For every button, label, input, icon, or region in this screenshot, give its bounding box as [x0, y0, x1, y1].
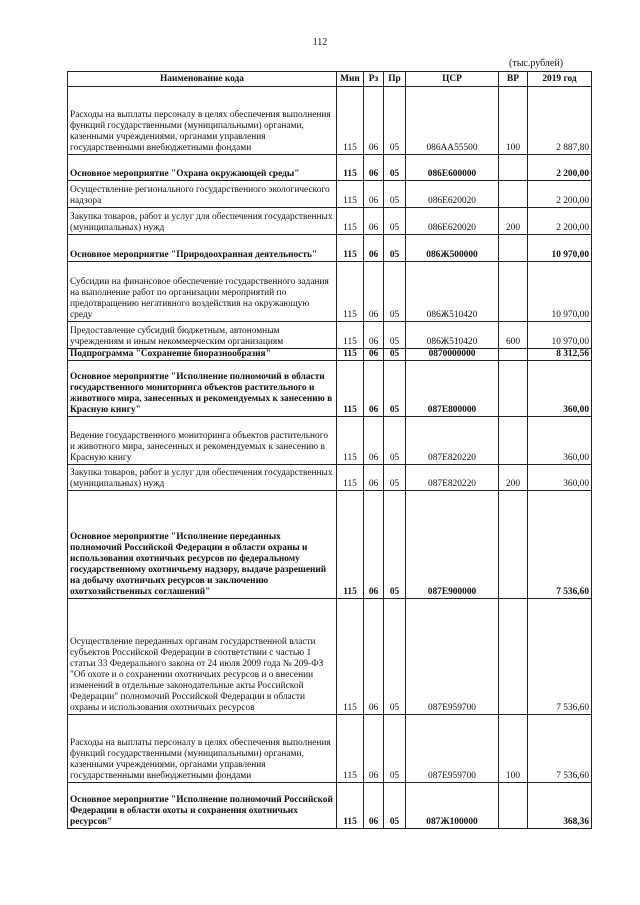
cell-min: 115: [337, 322, 364, 349]
cell-pr: 05: [384, 715, 406, 783]
cell-name: Осуществление переданных органам государственной власти субъектов Российской Федерации в соответствии с частью 1 статьи 33 Федерального закона от 24 июля 2009 года № 209-ФЗ "Об охоте и о сохранении охотничьих ресурсов и о внесении изменений в отдельные законодательные акты Российской Федерации" полномочий Российской Федерации в области охраны и использования охотничьих ресурсов: [68, 599, 337, 715]
cell-amount: 8 312,56: [528, 349, 592, 361]
cell-pr: 05: [384, 322, 406, 349]
cell-amount: 368,36: [528, 783, 592, 829]
cell-csr: 087Е900000: [406, 491, 499, 599]
cell-rz: 06: [364, 361, 384, 417]
cell-min: 115: [337, 87, 364, 155]
header-vr: ВР: [499, 72, 528, 87]
cell-vr: [499, 491, 528, 599]
cell-vr: [499, 262, 528, 322]
cell-amount: 2 887,80: [528, 87, 592, 155]
header-min: Мин: [337, 72, 364, 87]
cell-min: 115: [337, 715, 364, 783]
cell-amount: 360,00: [528, 361, 592, 417]
cell-min: 115: [337, 181, 364, 208]
cell-vr: 100: [499, 87, 528, 155]
cell-min: 115: [337, 599, 364, 715]
table-row: [68, 417, 592, 465]
cell-rz: 06: [364, 417, 384, 465]
cell-rz: 06: [364, 181, 384, 208]
cell-amount: 10 970,00: [528, 322, 592, 349]
budget-table: [67, 71, 592, 829]
table-row: [68, 361, 592, 417]
cell-vr: 200: [499, 208, 528, 235]
cell-pr: 05: [384, 465, 406, 491]
cell-csr: 087Е959700: [406, 599, 499, 715]
cell-rz: 06: [364, 599, 384, 715]
cell-min: 115: [337, 155, 364, 181]
cell-name: Основное мероприятие "Исполнение переданных полномочий Российской Федерации в области охраны и использования охотничьих ресурсов по федеральному государственному охотничьему надзору, выдаче разрешений на добычу охотничьих ресурсов и заключению охотхозяйственных соглашений": [68, 491, 337, 599]
table-row: [68, 349, 592, 361]
cell-pr: 05: [384, 235, 406, 262]
cell-csr: 086Ж510420: [406, 322, 499, 349]
cell-csr: 086Ж510420: [406, 262, 499, 322]
cell-vr: [499, 417, 528, 465]
cell-name: Подпрограмма "Сохранение биоразнообразия": [68, 349, 337, 361]
cell-csr: 086Ж500000: [406, 235, 499, 262]
table-row: [68, 208, 592, 235]
cell-name: Основное мероприятие "Охрана окружающей среды": [68, 155, 337, 181]
table-row: [68, 87, 592, 155]
header-name: Наименование кода: [68, 72, 337, 87]
cell-rz: 06: [364, 262, 384, 322]
cell-min: 115: [337, 361, 364, 417]
cell-pr: 05: [384, 783, 406, 829]
cell-name: Ведение государственного мониторинга объектов растительного и животного мира, занесенных и рекомендуемых к занесению в Красную книгу: [68, 417, 337, 465]
cell-pr: 05: [384, 361, 406, 417]
table-row: [68, 783, 592, 829]
cell-name: Расходы на выплаты персоналу в целях обеспечения выполнения функций государственными (муниципальными) органами, казенными учреждениями, органами управления государственными внебюджетными фондами: [68, 715, 337, 783]
table-header-row: [68, 72, 592, 87]
cell-name: Субсидии на финансовое обеспечение государственного задания на выполнение работ по организации мероприятий по предотвращению негативного воздействия на окружающую среду: [68, 262, 337, 322]
cell-rz: 06: [364, 208, 384, 235]
cell-rz: 06: [364, 87, 384, 155]
cell-amount: 2 200,00: [528, 208, 592, 235]
cell-rz: 06: [364, 235, 384, 262]
table-row: [68, 599, 592, 715]
cell-amount: 7 536,60: [528, 599, 592, 715]
table-row: [68, 491, 592, 599]
cell-amount: 2 200,00: [528, 181, 592, 208]
cell-min: 115: [337, 783, 364, 829]
cell-rz: 06: [364, 715, 384, 783]
units-label: (тыс.рублей): [509, 58, 564, 69]
cell-amount: 7 536,60: [528, 491, 592, 599]
cell-amount: 360,00: [528, 417, 592, 465]
table-body: [68, 87, 592, 829]
cell-vr: 100: [499, 715, 528, 783]
cell-csr: 086АА55500: [406, 87, 499, 155]
cell-amount: 360,00: [528, 465, 592, 491]
cell-csr: 087Е959700: [406, 715, 499, 783]
cell-csr: 086Е620020: [406, 181, 499, 208]
cell-min: 115: [337, 349, 364, 361]
cell-csr: 087Е800000: [406, 361, 499, 417]
cell-name: Основное мероприятие "Исполнение полномочий в области государственного мониторинга объектов растительного и животного мира, занесенных и рекомендуемых к занесению в Красную книгу": [68, 361, 337, 417]
cell-pr: 05: [384, 262, 406, 322]
header-pr: Пр: [384, 72, 406, 87]
cell-csr: 0870000000: [406, 349, 499, 361]
cell-name: Закупка товаров, работ и услуг для обеспечения государственных (муниципальных) нужд: [68, 465, 337, 491]
cell-amount: 10 970,00: [528, 235, 592, 262]
cell-csr: 087Е820220: [406, 417, 499, 465]
cell-min: 115: [337, 465, 364, 491]
cell-pr: 05: [384, 491, 406, 599]
table-row: [68, 235, 592, 262]
cell-min: 115: [337, 262, 364, 322]
cell-name: Основное мероприятие "Природоохранная деятельность": [68, 235, 337, 262]
cell-rz: 06: [364, 465, 384, 491]
cell-pr: 05: [384, 349, 406, 361]
cell-name: Закупка товаров, работ и услуг для обеспечения государственных (муниципальных) нужд: [68, 208, 337, 235]
table-row: [68, 262, 592, 322]
header-rz: Рз: [364, 72, 384, 87]
cell-name: Осуществление регионального государственного экологического надзора: [68, 181, 337, 208]
cell-vr: [499, 349, 528, 361]
cell-pr: 05: [384, 181, 406, 208]
cell-min: 115: [337, 208, 364, 235]
cell-csr: 086Е620020: [406, 208, 499, 235]
cell-csr: 087Е820220: [406, 465, 499, 491]
cell-vr: [499, 361, 528, 417]
cell-amount: 10 970,00: [528, 262, 592, 322]
cell-vr: [499, 181, 528, 208]
cell-pr: 05: [384, 87, 406, 155]
cell-csr: 087Ж100000: [406, 783, 499, 829]
cell-min: 115: [337, 235, 364, 262]
cell-rz: 06: [364, 349, 384, 361]
cell-name: Основное мероприятие "Исполнение полномочий Российской Федерации в области охоты и сохранения охотничьих ресурсов": [68, 783, 337, 829]
header-year: 2019 год: [528, 72, 592, 87]
cell-pr: 05: [384, 599, 406, 715]
page-number: 112: [312, 37, 328, 48]
cell-vr: [499, 783, 528, 829]
table-row: [68, 465, 592, 491]
table-row: [68, 155, 592, 181]
cell-amount: 2 200,00: [528, 155, 592, 181]
cell-min: 115: [337, 417, 364, 465]
cell-name: Предоставление субсидий бюджетным, автономным учреждениям и иным некоммерческим организациям: [68, 322, 337, 349]
cell-rz: 06: [364, 783, 384, 829]
cell-vr: 600: [499, 322, 528, 349]
cell-name: Расходы на выплаты персоналу в целях обеспечения выполнения функций государственными (муниципальными) органами, казенными учреждениями, органами управления государственными внебюджетными фондами: [68, 87, 337, 155]
cell-pr: 05: [384, 155, 406, 181]
cell-pr: 05: [384, 417, 406, 465]
cell-vr: 200: [499, 465, 528, 491]
cell-csr: 086Е600000: [406, 155, 499, 181]
header-csr: ЦСР: [406, 72, 499, 87]
cell-pr: 05: [384, 208, 406, 235]
cell-rz: 06: [364, 491, 384, 599]
table-row: [68, 181, 592, 208]
cell-min: 115: [337, 491, 364, 599]
table-row: [68, 322, 592, 349]
table-row: [68, 715, 592, 783]
cell-amount: 7 536,60: [528, 715, 592, 783]
cell-vr: [499, 235, 528, 262]
cell-rz: 06: [364, 155, 384, 181]
cell-rz: 06: [364, 322, 384, 349]
cell-vr: [499, 155, 528, 181]
cell-vr: [499, 599, 528, 715]
